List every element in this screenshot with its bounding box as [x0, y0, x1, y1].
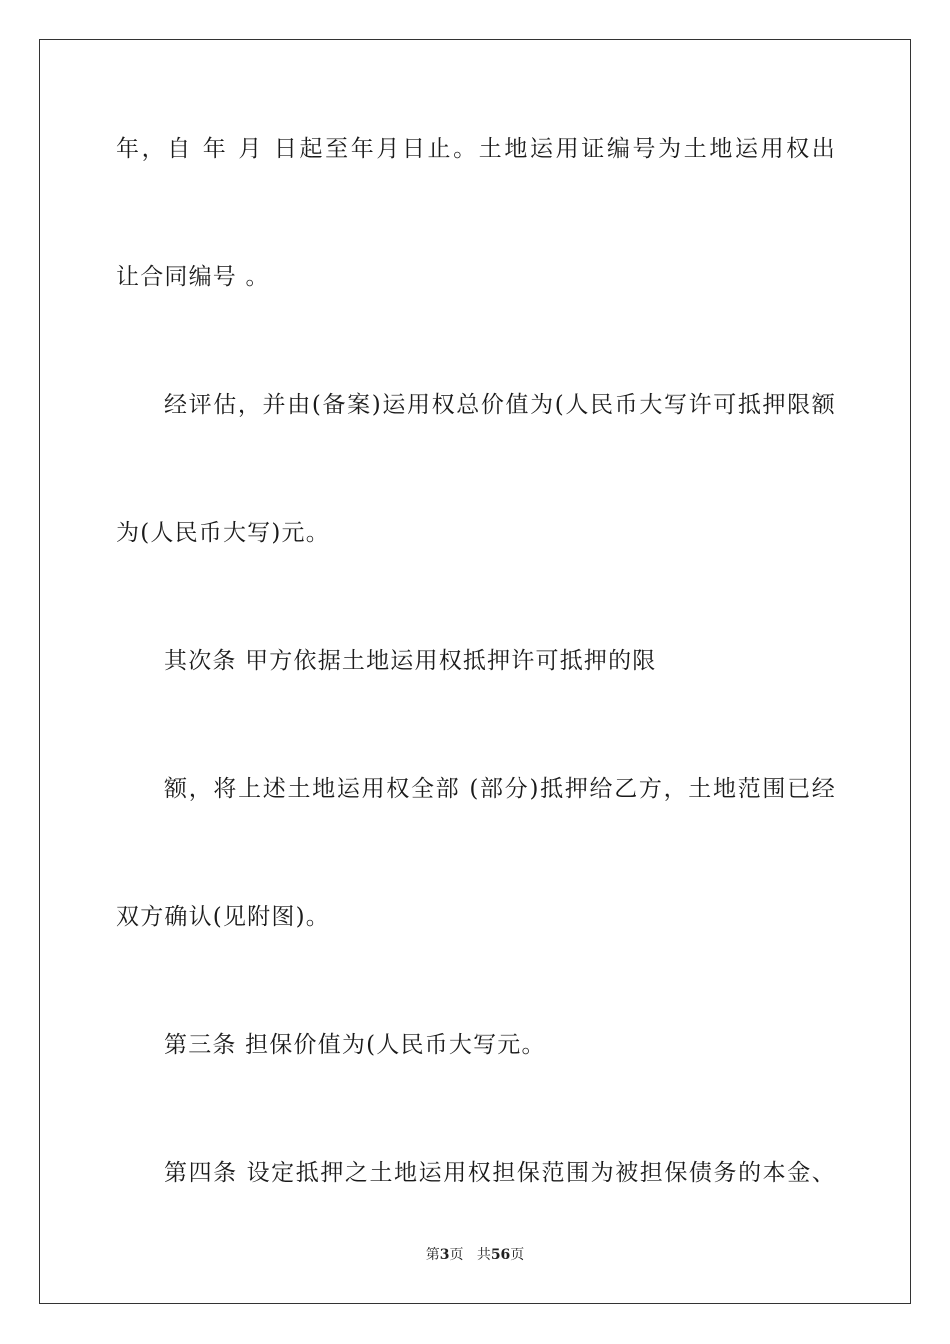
text-line-3: 经评估，并由(备案)运用权总价值为(人民币大写许可抵押限额 [164, 392, 836, 418]
text-line-2: 让合同编号 。 [116, 264, 270, 290]
footer-page-prefix: 第 [425, 1247, 440, 1263]
footer-page-suffix: 页 [449, 1247, 464, 1263]
footer-total-suffix: 页 [510, 1247, 525, 1263]
page-footer [0, 1246, 950, 1264]
text-line-6: 额，将上述土地运用权全部 (部分)抵押给乙方，土地范围已经 [164, 776, 836, 802]
text-line-7: 双方确认(见附图)。 [116, 904, 330, 930]
footer-total-pages: 56 [490, 1247, 511, 1263]
text-line-8: 第三条 担保价值为(人民币大写元。 [164, 1032, 546, 1058]
text-line-4: 为(人民币大写)元。 [116, 520, 330, 546]
text-line-9: 第四条 设定抵押之土地运用权担保范围为被担保债务的本金、 [164, 1160, 836, 1186]
footer-page-number: 3 [439, 1247, 450, 1263]
text-line-5: 其次条 甲方依据土地运用权抵押许可抵押的限 [164, 648, 657, 674]
text-line-1: 年，自 年 月 日起至年月日止。土地运用证编号为土地运用权出 [116, 136, 836, 162]
footer-total-prefix: 共 [476, 1247, 491, 1263]
